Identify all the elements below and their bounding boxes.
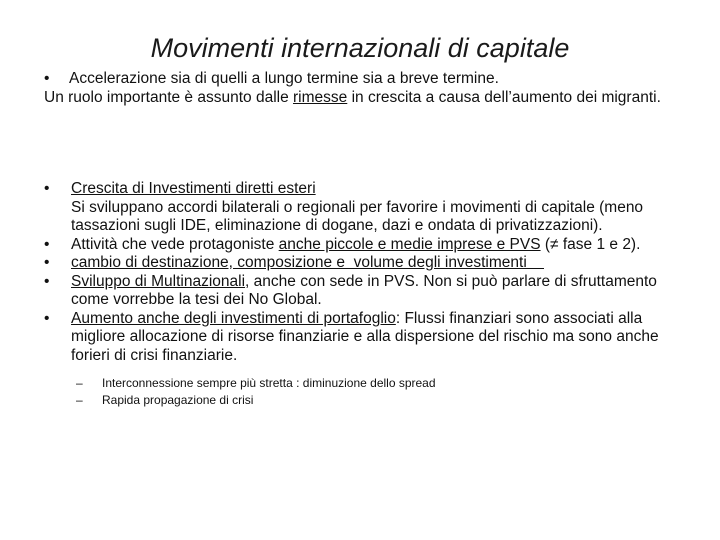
intro-block <box>44 70 684 107</box>
intro-line-2-text-b: in crescita a causa dell’aumento dei migranti. <box>347 88 661 106</box>
list-item-ide <box>44 180 689 236</box>
bullet-list <box>44 180 689 409</box>
portafoglio-text: : Flussi finanziari sono associati alla migliore allocazione di risorse finanziarie e alla dispersione del rischio ma sono anche forieri di crisi finanziarie. <box>71 309 659 364</box>
ide-body: Si sviluppano accordi bilaterali o regionali per favorire i movimenti di capitale (meno tassazioni sugli IDE, eliminazione di dogane, dazi e ondata di privatizzazioni). <box>71 198 644 234</box>
dash-icon: – <box>76 376 83 390</box>
bullet-icon: • <box>44 70 50 87</box>
list-item-pmi <box>44 236 689 255</box>
sub-bullet-list <box>44 375 689 409</box>
cambio-underlined: cambio di destinazione, composizione e volume degli investimenti <box>71 254 544 271</box>
intro-rimesse-link: rimesse <box>293 88 348 106</box>
pmi-text-a: Attività che vede protagoniste <box>71 235 279 253</box>
list-item-multinazionali <box>44 273 689 310</box>
slide-title: Movimenti internazionali di capitale <box>150 33 570 63</box>
multinazionali-underlined: Sviluppo di Multinazionali <box>71 272 246 290</box>
pmi-underlined: anche piccole e medie imprese e PVS <box>278 235 541 253</box>
bullet-icon: • <box>44 180 50 197</box>
list-item-cambio <box>44 254 689 273</box>
intro-line-2 <box>44 89 684 108</box>
intro-bullet-line <box>44 70 684 89</box>
pmi-text-b: (≠ fase 1 e 2). <box>540 235 641 253</box>
bullet-icon: • <box>44 235 50 253</box>
dash-icon: – <box>76 393 83 407</box>
list-item-portafoglio <box>44 310 689 366</box>
sub-item-spread-text: Interconnessione sempre più stretta : diminuzione dello spread <box>102 376 436 390</box>
bullet-icon: • <box>44 254 50 271</box>
sub-item-crisi <box>76 392 689 409</box>
multinazionali-text: , anche con sede in PVS. Non si può parlare di sfruttamento come vorrebbe la tesi dei No Global. <box>71 272 657 308</box>
intro-line-1: Accelerazione sia di quelli a lungo termine sia a breve termine. <box>69 70 499 87</box>
intro-line-2-text-a: Un ruolo importante è assunto dalle <box>44 88 294 106</box>
sub-item-crisi-text: Rapida propagazione di crisi <box>102 393 254 407</box>
portafoglio-underlined: Aumento anche degli investimenti di portafoglio <box>71 309 396 327</box>
sub-item-spread <box>76 375 689 392</box>
bullet-icon: • <box>44 309 50 327</box>
bullet-icon: • <box>44 272 50 290</box>
ide-heading: Crescita di Investimenti diretti esteri <box>71 180 316 197</box>
